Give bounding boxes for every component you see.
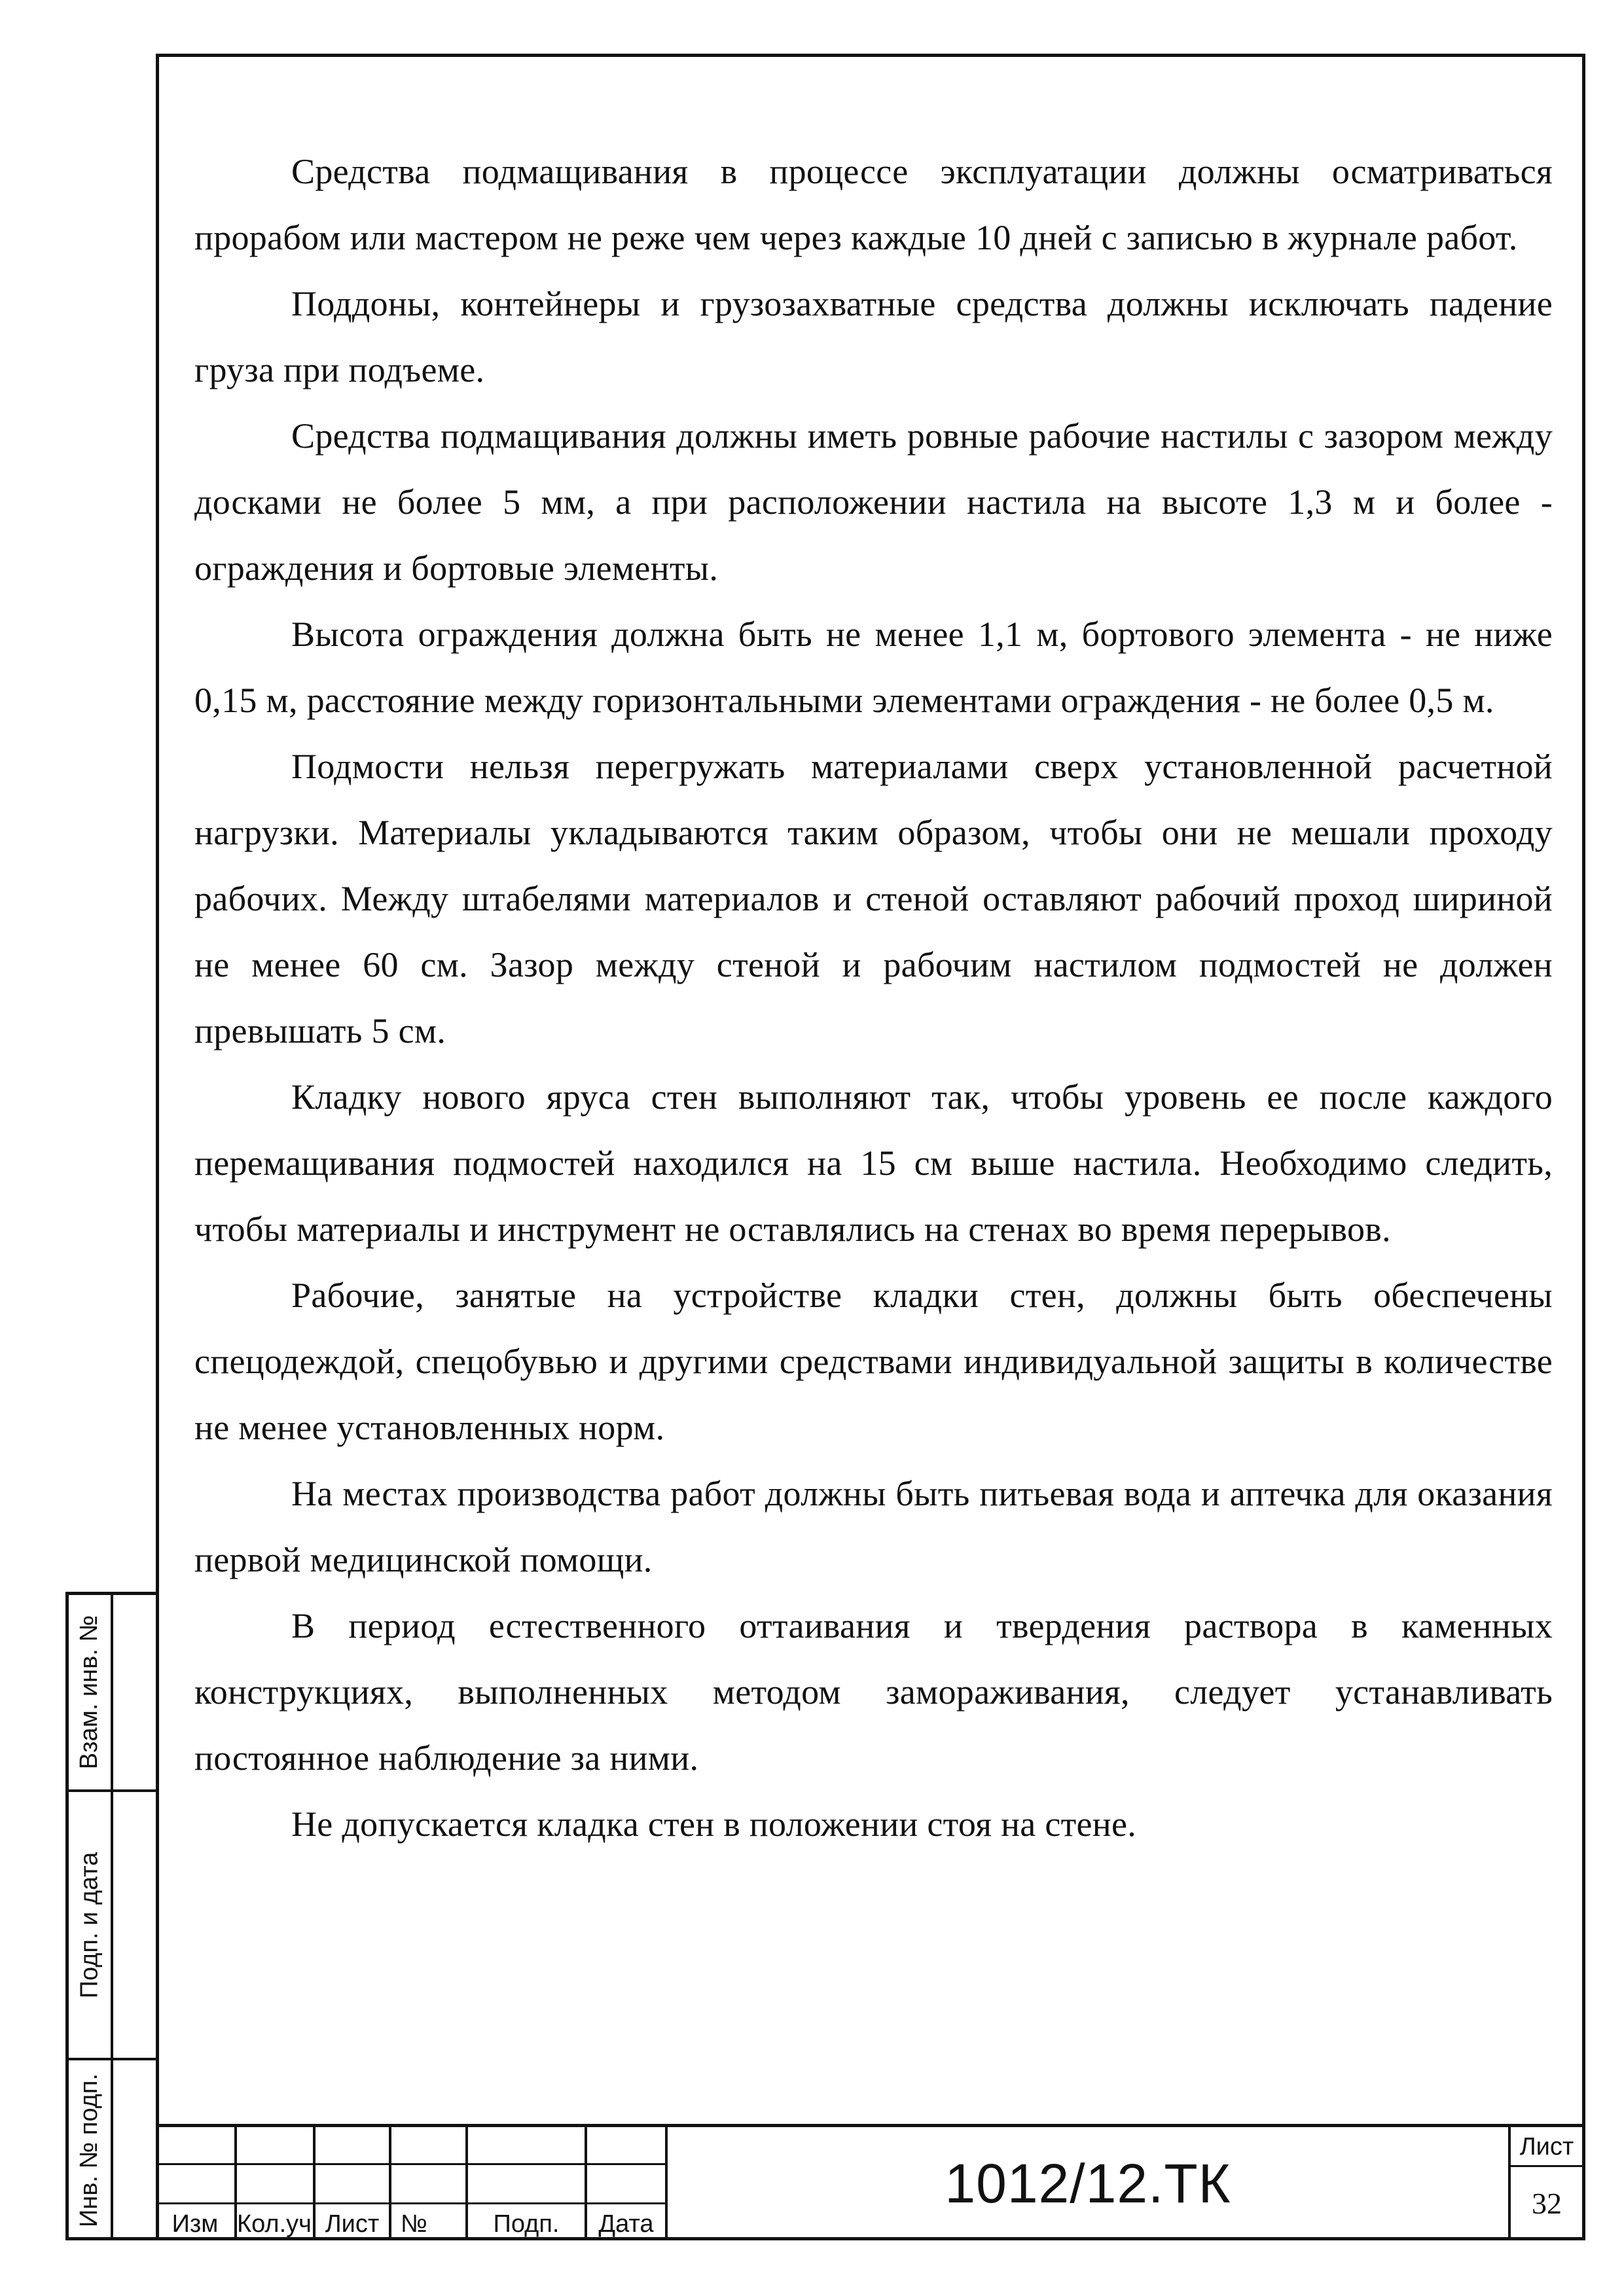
side-label-signature-date: Подп. и дата [75, 1852, 103, 1998]
paragraph: Подмости нельзя перегружать материалами сверх установленной расчетной нагрузки. Материалы укладываются таким образом, чтобы они не мешали проходу рабочих. Между штабелями материалов и стеной оставляют рабочий проход шириной не менее 60 см. Зазор между стеной и рабочим настилом подмостей не должен превышать 5 см. [194, 747, 1553, 1050]
side-label-original-inventory: Инв. № подп. [75, 2073, 103, 2228]
paragraph: В период естественного оттаивания и твердения раствора в каменных конструкциях, выполненных методом замораживания, следует устанавливать постоянное наблюдение за ними. [194, 1606, 1553, 1778]
paragraph: Кладку нового яруса стен выполняют так, чтобы уровень ее после каждого перемащивания подмостей находился на 15 см выше настила. Необходимо следить, чтобы материалы и инструмент не оставлялись на стенах во время перерывов. [194, 1077, 1553, 1249]
side-label-replacement-inventory: Взам. инв. № [75, 1615, 103, 1770]
column-header-quantity: Кол.уч [237, 2210, 312, 2238]
body-text [194, 139, 1553, 1857]
column-header-signature: Подп. [493, 2210, 560, 2238]
column-header-sheet: Лист [325, 2210, 380, 2238]
paragraph: Рабочие, занятые на устройстве кладки стен, должны быть обеспечены спецодеждой, спецобувью и другими средствами индивидуальной защиты в количестве не менее установленных норм. [194, 1276, 1553, 1447]
title-block [156, 2124, 1585, 2240]
sheet-label: Лист [1519, 2132, 1574, 2161]
paragraph: Поддоны, контейнеры и грузозахватные средства должны исключать падение груза при подъеме. [194, 284, 1553, 389]
document-code: 1012/12.ТК [945, 2153, 1231, 2214]
sheet-number: 32 [1532, 2187, 1562, 2220]
side-cell-replacement-inventory [69, 1595, 156, 1792]
side-cell-signature-date [69, 1792, 156, 2060]
column-header-change: Изм [171, 2210, 219, 2238]
paragraph: На местах производства работ должны быть питьевая вода и аптечка для оказания первой медицинской помощи. [194, 1474, 1553, 1579]
side-cell-original-inventory [69, 2060, 156, 2240]
paragraph: Не допускается кладка стен в положении стоя на стене. [291, 1804, 1137, 1844]
paragraph: Средства подмащивания в процессе эксплуатации должны осматриваться прорабом или мастером не реже чем через каждые 10 дней с записью в журнале работ. [194, 152, 1553, 257]
column-header-document-number: № [401, 2210, 427, 2238]
side-stamp-strip [65, 1592, 156, 2240]
paragraph: Высота ограждения должна быть не менее 1,1 м, бортового элемента - не ниже 0,15 м, расстояние между горизонтальными элементами ограждения - не более 0,5 м. [194, 615, 1553, 720]
column-header-date: Дата [598, 2210, 654, 2238]
paragraph: Средства подмащивания должны иметь ровные рабочие настилы с зазором между досками не более 5 мм, а при расположении настила на высоте 1,3 м и более - ограждения и бортовые элементы. [194, 416, 1553, 588]
